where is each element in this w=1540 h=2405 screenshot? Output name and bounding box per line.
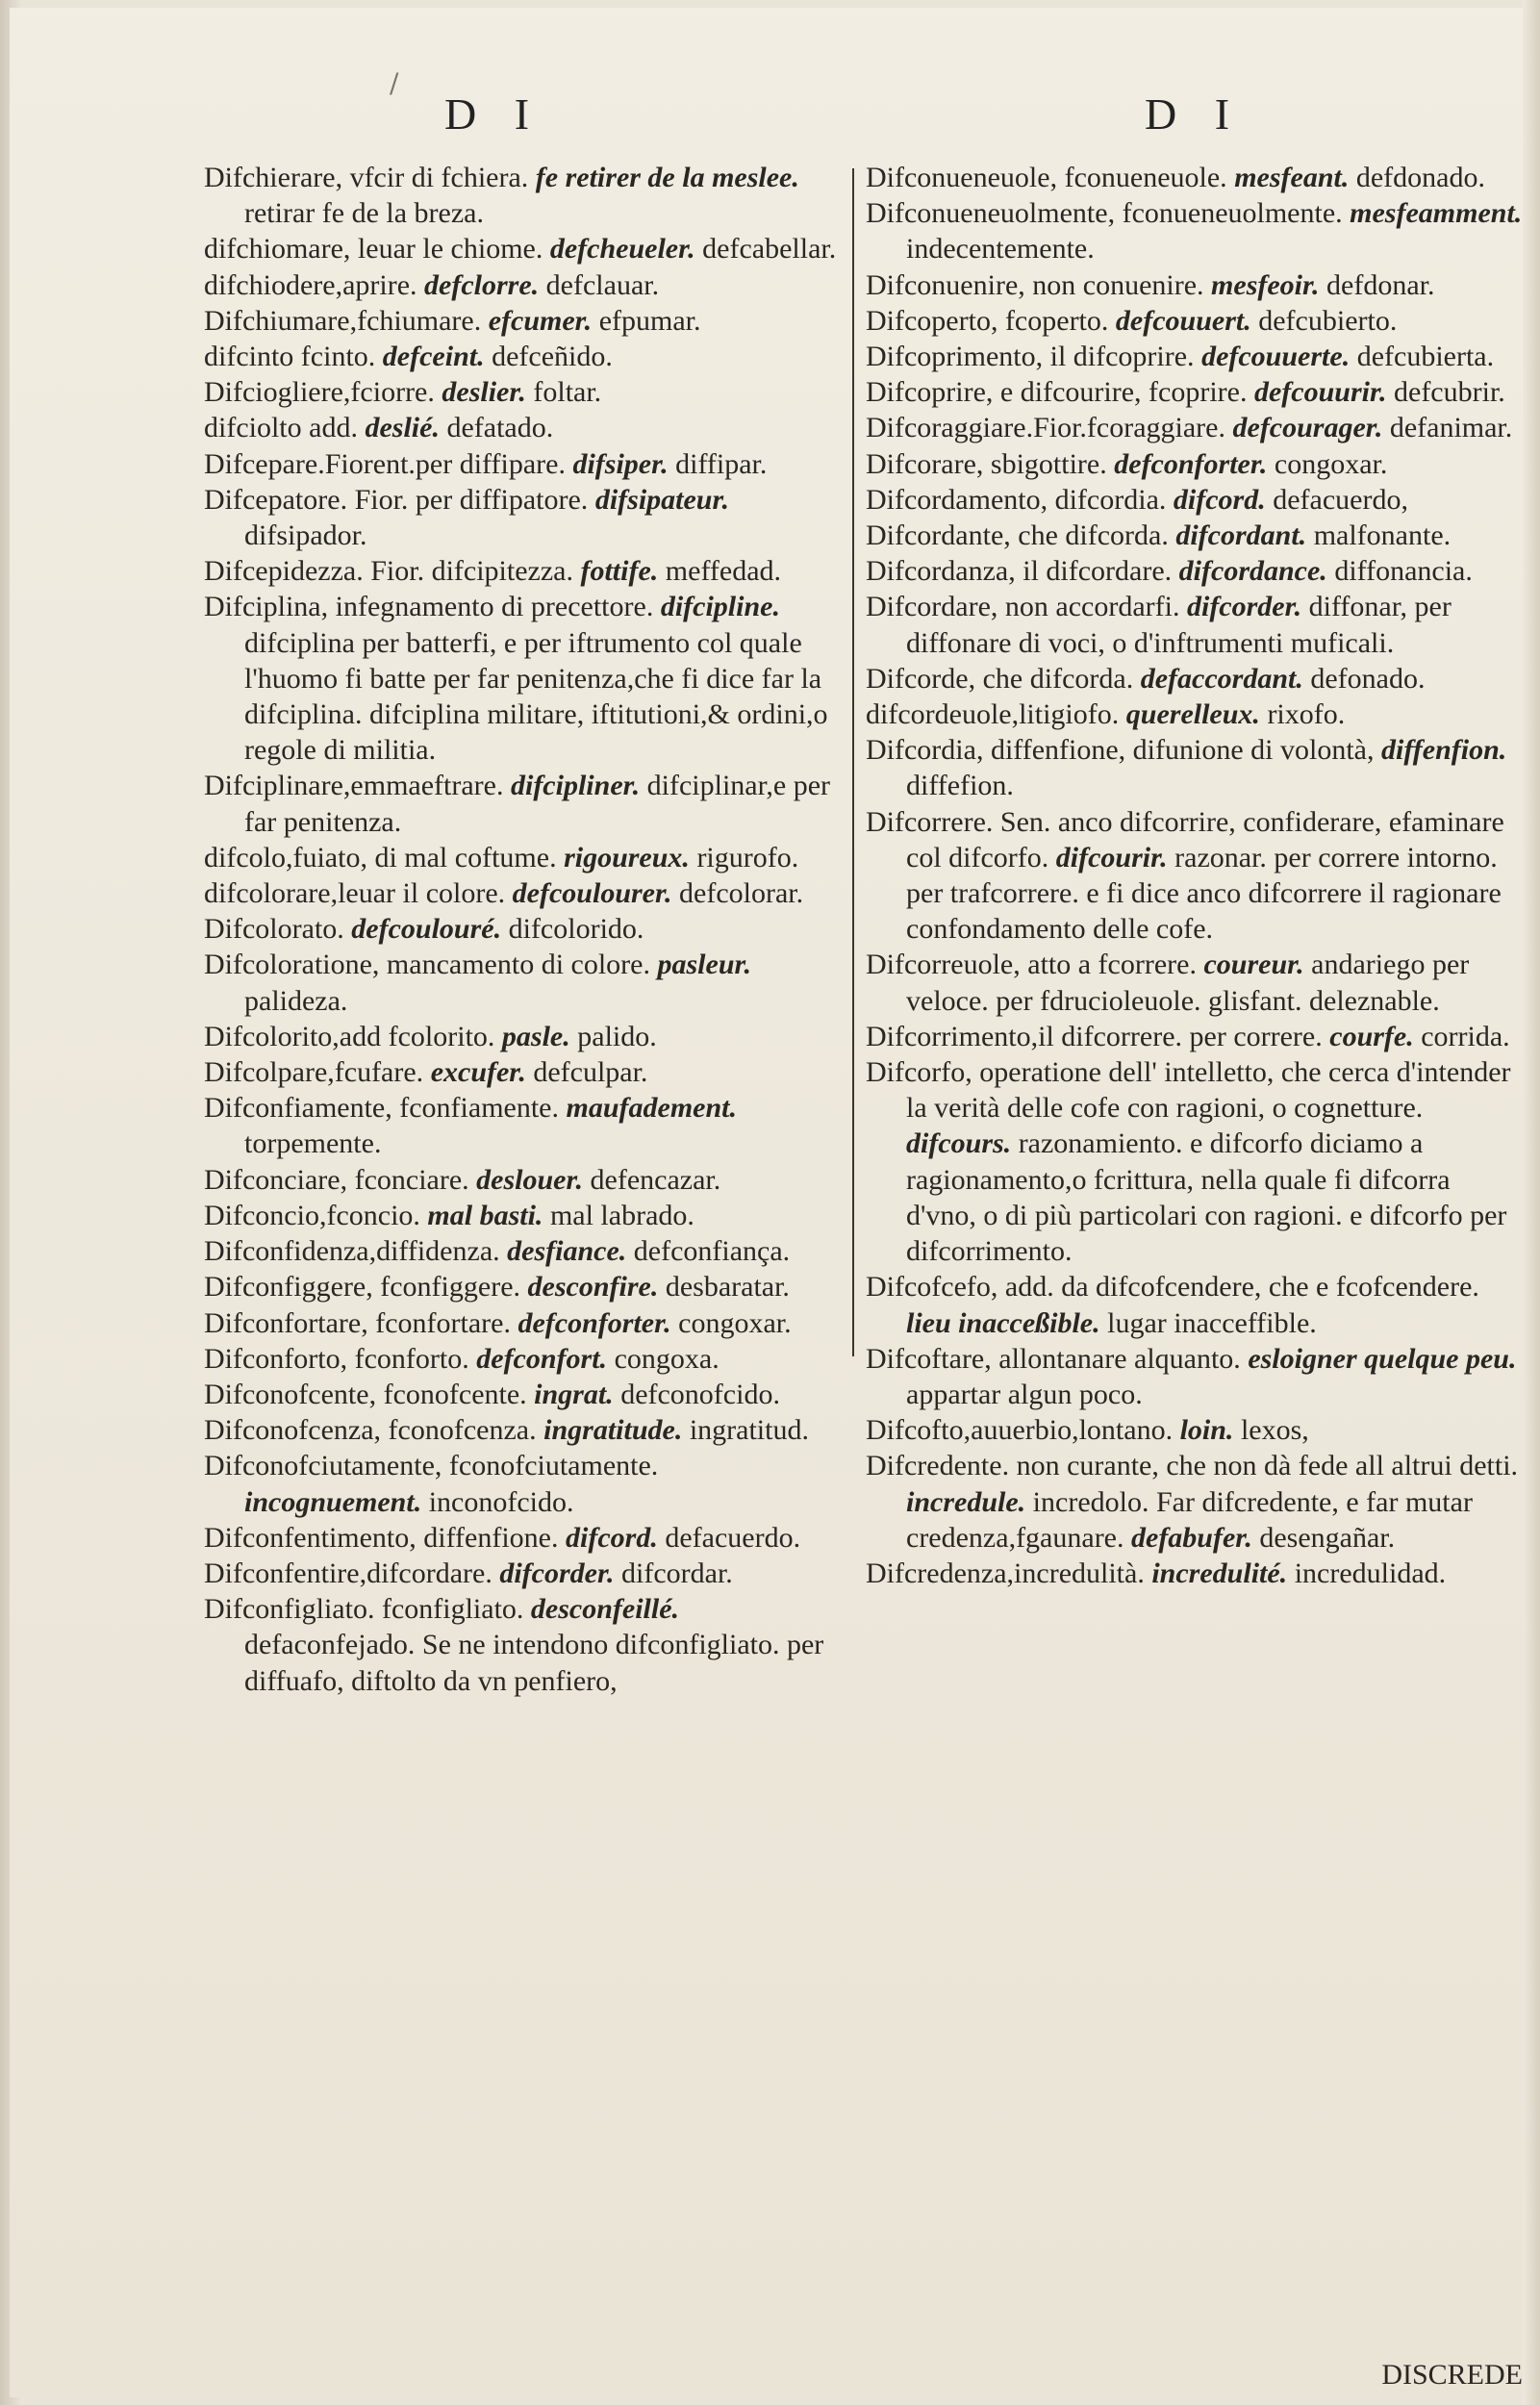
spanish-translation: diffonar, per diffonare di voci, o d'inftrumenti muficali.	[906, 591, 1452, 659]
dictionary-entry	[866, 553, 1526, 589]
italian-headword: Difciplinare,emmaeftrare.	[204, 770, 504, 802]
french-translation: defcouuert.	[1115, 304, 1251, 337]
dictionary-entry	[204, 1054, 841, 1090]
dictionary-entry	[204, 1305, 841, 1341]
spanish-translation: andariego per veloce. per fdrucioleuole. glisfant. deleznable.	[906, 949, 1470, 1017]
spanish-translation: lexos,	[1240, 1414, 1309, 1447]
dictionary-entry	[866, 1412, 1526, 1448]
spanish-translation: palido.	[577, 1020, 657, 1052]
french-translation: incredulité.	[1151, 1557, 1288, 1589]
french-translation: fottife.	[580, 555, 659, 588]
italian-headword: Difconofciutamente, fconofciutamente.	[204, 1450, 659, 1482]
dictionary-entry	[866, 804, 1526, 948]
ink-mark: /	[390, 67, 399, 99]
italian-headword: difcordeuole,litigiofo.	[866, 698, 1120, 731]
dictionary-entry	[204, 1090, 841, 1161]
dictionary-entry	[204, 553, 841, 589]
french-translation: deslié.	[365, 412, 440, 444]
italian-headword: Difcredente. non curante, che non dà fede all altrui detti.	[866, 1450, 1519, 1482]
french-translation: defcoulouré.	[351, 913, 502, 946]
spanish-translation: difciplina per batterfi, e per iftrumento col quale l'huomo fi batte per far penitenza,che fi dice far la difciplina. difciplina militare, iftitutioni,& ordini,o regole di militia.	[244, 626, 828, 767]
spanish-translation: rixofo.	[1267, 698, 1346, 731]
spanish-translation: appartar algun poco.	[906, 1378, 1143, 1410]
running-head-right: D I	[1145, 89, 1244, 139]
dictionary-entry	[866, 482, 1526, 518]
dictionary-entry	[204, 339, 841, 374]
spanish-translation: congoxar.	[1274, 447, 1388, 480]
catchword: DISCREDE	[1381, 2359, 1523, 2391]
italian-headword: Difciplina, infegnamento di precettore.	[204, 591, 654, 623]
spanish-translation: corrida.	[1421, 1020, 1510, 1052]
spanish-translation: difciplinar,e per far penitenza.	[244, 770, 831, 838]
dictionary-entry	[866, 1019, 1526, 1054]
french-translation: defcouurir.	[1253, 376, 1387, 409]
dictionary-entry	[204, 1233, 841, 1269]
italian-headword: Difconciare, fconciare.	[204, 1163, 469, 1196]
italian-headword: Difcorfo, operatione dell' intelletto, che cerca d'intender la verità delle cofe con ragioni, o cognetture.	[866, 1056, 1511, 1125]
spanish-translation: defcubierto.	[1258, 304, 1398, 337]
italian-headword: difchiodere,aprire.	[204, 268, 417, 301]
french-translation: pasleur.	[657, 949, 752, 981]
dictionary-entry	[866, 267, 1526, 303]
italian-headword: Difcoprire, e difcourire, fcoprire.	[866, 376, 1248, 409]
dictionary-entry	[204, 410, 841, 445]
dictionary-entry	[204, 267, 841, 303]
spanish-translation: malfonante.	[1313, 519, 1452, 552]
french-translation: ingrat.	[534, 1378, 614, 1410]
dictionary-entry	[204, 840, 841, 875]
italian-headword: Difchierare, vfcir di fchiera.	[204, 162, 529, 193]
spanish-translation: mal labrado.	[549, 1199, 694, 1231]
french-translation: mesfeamment.	[1350, 197, 1523, 230]
spanish-translation: defcabellar.	[702, 233, 837, 266]
spanish-translation: defcubierta.	[1356, 341, 1495, 373]
french-translation: difcourir.	[1055, 841, 1168, 873]
french-translation: difsipateur.	[594, 483, 730, 516]
french-translation: deslier.	[442, 376, 526, 409]
dictionary-entry	[866, 1054, 1526, 1269]
spanish-translation: incredolo. Far difcredente, e far mutar credenza,fgaunare.	[906, 1485, 1473, 1554]
dictionary-entry	[204, 1269, 841, 1304]
spanish-translation: palideza.	[244, 984, 348, 1017]
spanish-translation: defclauar.	[545, 268, 660, 301]
italian-headword: difcolorare,leuar il colore.	[204, 877, 506, 910]
italian-headword: Difcordare, non accordarfi.	[866, 591, 1180, 623]
dictionary-entry	[866, 947, 1526, 1018]
dictionary-entry	[204, 160, 841, 231]
spanish-translation: defatado.	[446, 412, 554, 444]
french-translation: mesfeoir.	[1211, 268, 1320, 301]
italian-headword: Difcorrere. Sen. anco difcorrire, confiderare, efaminare col difcorfo.	[866, 805, 1504, 873]
dictionary-entry	[866, 339, 1526, 374]
dictionary-entry	[204, 482, 841, 553]
italian-headword: Difconfigliato. fconfigliato.	[204, 1593, 524, 1626]
italian-headword: Difcoperto, fcoperto.	[866, 304, 1109, 337]
spanish-translation: indecentemente.	[906, 233, 1095, 266]
french-translation: lieu inacceßible.	[906, 1306, 1100, 1339]
italian-headword: Difcofcefo, add. da difcofcendere, che e fcofcendere.	[866, 1271, 1479, 1304]
dictionary-entry	[204, 1198, 841, 1233]
dictionary-entry	[204, 374, 841, 410]
dictionary-entry	[866, 374, 1526, 410]
spanish-translation: desbaratar.	[665, 1271, 790, 1304]
french-translation: efcumer.	[488, 304, 593, 337]
french-translation: defconfort.	[476, 1342, 608, 1375]
french-translation: difcipline.	[660, 591, 780, 623]
dictionary-entry	[866, 446, 1526, 482]
dictionary-entry	[204, 1520, 841, 1556]
french-translation: incognuement.	[244, 1485, 422, 1518]
dictionary-entry	[204, 1341, 841, 1377]
italian-headword: Difconfidenza,diffidenza.	[204, 1235, 500, 1268]
italian-headword: Difcorare, sbigottire.	[866, 447, 1107, 480]
dictionary-entry	[866, 195, 1526, 266]
spanish-translation: inconofcido.	[428, 1485, 574, 1518]
dictionary-entry	[866, 1448, 1526, 1556]
spanish-translation: defcubrir.	[1394, 376, 1505, 409]
french-translation: coureur.	[1203, 949, 1304, 981]
italian-headword: Difcordanza, il difcordare.	[866, 555, 1173, 588]
italian-headword: Difcolorito,add fcolorito.	[204, 1020, 495, 1052]
french-translation: desfiance.	[507, 1235, 627, 1268]
column-divider	[852, 168, 854, 1356]
italian-headword: Difconfiamente, fconfiamente.	[204, 1092, 559, 1125]
french-translation: defconforter.	[518, 1306, 671, 1339]
spanish-translation: ingratitud.	[689, 1414, 809, 1447]
italian-headword: Difcorrimento,il difcorrere. per correre.	[866, 1020, 1323, 1052]
spanish-translation: foltar.	[533, 376, 602, 409]
dictionary-entry	[204, 231, 841, 266]
french-translation: difcordance.	[1178, 555, 1327, 588]
french-translation: defabufer.	[1131, 1521, 1252, 1554]
dictionary-entry	[204, 947, 841, 1018]
italian-headword: Difcepare.Fiorent.per diffipare.	[204, 447, 566, 480]
italian-headword: Difcoloratione, mancamento di colore.	[204, 949, 650, 981]
french-translation: fe retirer de la meslee.	[535, 162, 799, 193]
italian-headword: difciolto add.	[204, 412, 358, 444]
dictionary-entry	[204, 1019, 841, 1054]
dictionary-entry	[866, 1341, 1526, 1412]
left-column	[204, 160, 841, 1699]
italian-headword: Difcepidezza. Fior. difcipitezza.	[204, 555, 573, 588]
spanish-translation: diffefion.	[906, 770, 1014, 802]
spanish-translation: defconofcido.	[620, 1378, 780, 1410]
spanish-translation: efpumar.	[598, 304, 701, 337]
italian-headword: Difchiumare,fchiumare.	[204, 304, 482, 337]
italian-headword: Difcoftare, allontanare alquanto.	[866, 1342, 1241, 1375]
spanish-translation: retirar fe de la breza.	[244, 197, 484, 230]
spanish-translation: defceñido.	[492, 341, 613, 373]
italian-headword: difchiomare, leuar le chiome.	[204, 233, 543, 266]
french-translation: rigoureux.	[564, 841, 690, 873]
french-translation: defaccordant.	[1140, 662, 1303, 695]
french-translation: defcheueler.	[549, 233, 695, 266]
italian-headword: Difconofcenza, fconofcenza.	[204, 1414, 537, 1447]
spanish-translation: diffonancia.	[1334, 555, 1473, 588]
italian-headword: Difcofto,auuerbio,lontano.	[866, 1414, 1174, 1447]
french-translation: deslouer.	[476, 1163, 584, 1196]
french-translation: defcourager.	[1232, 412, 1383, 444]
italian-headword: difcinto fcinto.	[204, 341, 376, 373]
dictionary-entry	[204, 446, 841, 482]
italian-headword: Difcoprimento, il difcoprire.	[866, 341, 1195, 373]
dictionary-entry	[866, 696, 1526, 732]
dictionary-entry	[866, 410, 1526, 445]
spanish-translation: torpemente.	[244, 1127, 382, 1160]
spanish-translation: defdonado.	[1355, 162, 1485, 193]
spanish-translation: defcolorar.	[679, 877, 804, 910]
dictionary-entry	[866, 303, 1526, 339]
spanish-translation: razonamiento. e difcorfo diciamo a ragionamento,o fcrittura, nella quale fi difcorra d'vno, o di più particolari con ragioni. e difcorfo per difcorrimento.	[906, 1127, 1507, 1268]
spanish-translation: defconfiança.	[633, 1235, 791, 1268]
dictionary-entry	[866, 1269, 1526, 1340]
spanish-translation: defaconfejado. Se ne intendono difconfigliato. per diffuafo, diftolto da vn penfiero,	[244, 1629, 824, 1697]
spanish-translation: desengañar.	[1259, 1521, 1396, 1554]
french-translation: defcoulourer.	[512, 877, 672, 910]
spanish-translation: difcolorido.	[508, 913, 644, 946]
spanish-translation: incredulidad.	[1294, 1557, 1447, 1589]
italian-headword: Difconuenire, non conuenire.	[866, 268, 1204, 301]
italian-headword: Difcorde, che difcorda.	[866, 662, 1134, 695]
french-translation: loin.	[1179, 1414, 1234, 1447]
dictionary-entry	[866, 1556, 1526, 1591]
dictionary-entry	[866, 160, 1526, 195]
french-translation: difcours.	[906, 1127, 1012, 1160]
italian-headword: Difconueneuolmente, fconueneuolmente.	[866, 197, 1343, 230]
spanish-translation: defacuerdo.	[665, 1521, 801, 1554]
french-translation: defceint.	[382, 341, 485, 373]
italian-headword: difcolo,fuiato, di mal coftume.	[204, 841, 557, 873]
italian-headword: Difconfentire,difcordare.	[204, 1557, 492, 1589]
italian-headword: Difconofcente, fconofcente.	[204, 1378, 527, 1410]
dictionary-entry	[204, 1556, 841, 1591]
dictionary-entry	[866, 732, 1526, 803]
spanish-translation: lugar inacceffible.	[1107, 1306, 1317, 1339]
french-translation: mal basti.	[427, 1199, 543, 1231]
italian-headword: Difcordante, che difcorda.	[866, 519, 1169, 552]
spanish-translation: difsipador.	[244, 519, 367, 552]
french-translation: difcordant.	[1175, 519, 1307, 552]
running-head-left: D I	[444, 89, 543, 139]
spanish-translation: defacuerdo,	[1273, 483, 1408, 516]
dictionary-entry	[866, 661, 1526, 696]
italian-headword: Difcordamento, difcordia.	[866, 483, 1167, 516]
italian-headword: Difcordia, diffenfione, difunione di volontà,	[866, 734, 1375, 767]
spanish-translation: meffedad.	[665, 555, 782, 588]
french-translation: difcord.	[1173, 483, 1266, 516]
italian-headword: Difconcio,fconcio.	[204, 1199, 420, 1231]
italian-headword: Difconfentimento, diffenfione.	[204, 1521, 559, 1554]
spanish-translation: congoxar.	[678, 1306, 792, 1339]
spanish-translation: defonado.	[1310, 662, 1426, 695]
french-translation: defcouuerte.	[1201, 341, 1351, 373]
french-translation: defconforter.	[1114, 447, 1268, 480]
french-translation: difcorder.	[1186, 591, 1302, 623]
dictionary-entry	[204, 875, 841, 911]
italian-headword: Difcolorato.	[204, 913, 344, 946]
french-translation: ingratitude.	[543, 1414, 683, 1447]
french-translation: querelleux.	[1125, 698, 1260, 731]
french-translation: desconfeillé.	[530, 1593, 680, 1626]
french-translation: excufer.	[430, 1056, 526, 1089]
dictionary-entry	[204, 589, 841, 768]
dictionary-entry	[204, 1448, 841, 1519]
spanish-translation: defdonar.	[1326, 268, 1435, 301]
french-translation: incredule.	[906, 1485, 1026, 1518]
italian-headword: Difconfortare, fconfortare.	[204, 1306, 511, 1339]
dictionary-entry	[204, 768, 841, 839]
italian-headword: Difcoraggiare.Fior.fcoraggiare.	[866, 412, 1225, 444]
spanish-translation: congoxa.	[614, 1342, 720, 1375]
spanish-translation: defanimar.	[1389, 412, 1513, 444]
dictionary-entry	[204, 1412, 841, 1448]
dictionary-entry	[204, 911, 841, 947]
french-translation: pasle.	[501, 1020, 570, 1052]
dictionary-entry	[204, 1162, 841, 1198]
dictionary-entry	[866, 518, 1526, 553]
right-column	[866, 160, 1526, 1591]
italian-headword: Difconueneuole, fconueneuole.	[866, 162, 1227, 193]
italian-headword: Difcolpare,fcufare.	[204, 1056, 424, 1089]
spanish-translation: defencazar.	[590, 1163, 721, 1196]
french-translation: difcord.	[566, 1521, 658, 1554]
spanish-translation: defculpar.	[533, 1056, 648, 1089]
dictionary-entry	[204, 1591, 841, 1699]
italian-headword: Difciogliere,fciorre.	[204, 376, 435, 409]
spanish-translation: rigurofo.	[696, 841, 799, 873]
dictionary-entry	[866, 589, 1526, 660]
italian-headword: Difcredenza,incredulità.	[866, 1557, 1145, 1589]
french-translation: difsiper.	[572, 447, 669, 480]
spanish-translation: razonar. per correre intorno. per trafcorrere. e fi dice anco difcorrere il ragionare confondamento delle cofe.	[906, 841, 1502, 946]
italian-headword: Difconforto, fconforto.	[204, 1342, 469, 1375]
french-translation: defclorre.	[424, 268, 540, 301]
french-translation: diffenfion.	[1380, 734, 1507, 767]
french-translation: difcipliner.	[510, 770, 641, 802]
french-translation: mesfeant.	[1234, 162, 1350, 193]
french-translation: desconfire.	[527, 1271, 659, 1304]
italian-headword: Difcorreuole, atto a fcorrere.	[866, 949, 1197, 981]
dictionary-entry	[204, 303, 841, 339]
italian-headword: Difconfiggere, fconfiggere.	[204, 1271, 521, 1304]
spanish-translation: diffipar.	[675, 447, 768, 480]
dictionary-entry	[204, 1377, 841, 1412]
french-translation: courfe.	[1329, 1020, 1414, 1052]
spanish-translation: difcordar.	[621, 1557, 733, 1589]
french-translation: esloigner quelque peu.	[1248, 1342, 1517, 1375]
italian-headword: Difcepatore. Fior. per diffipatore.	[204, 483, 589, 516]
french-translation: maufadement.	[566, 1092, 737, 1125]
french-translation: difcorder.	[499, 1557, 615, 1589]
